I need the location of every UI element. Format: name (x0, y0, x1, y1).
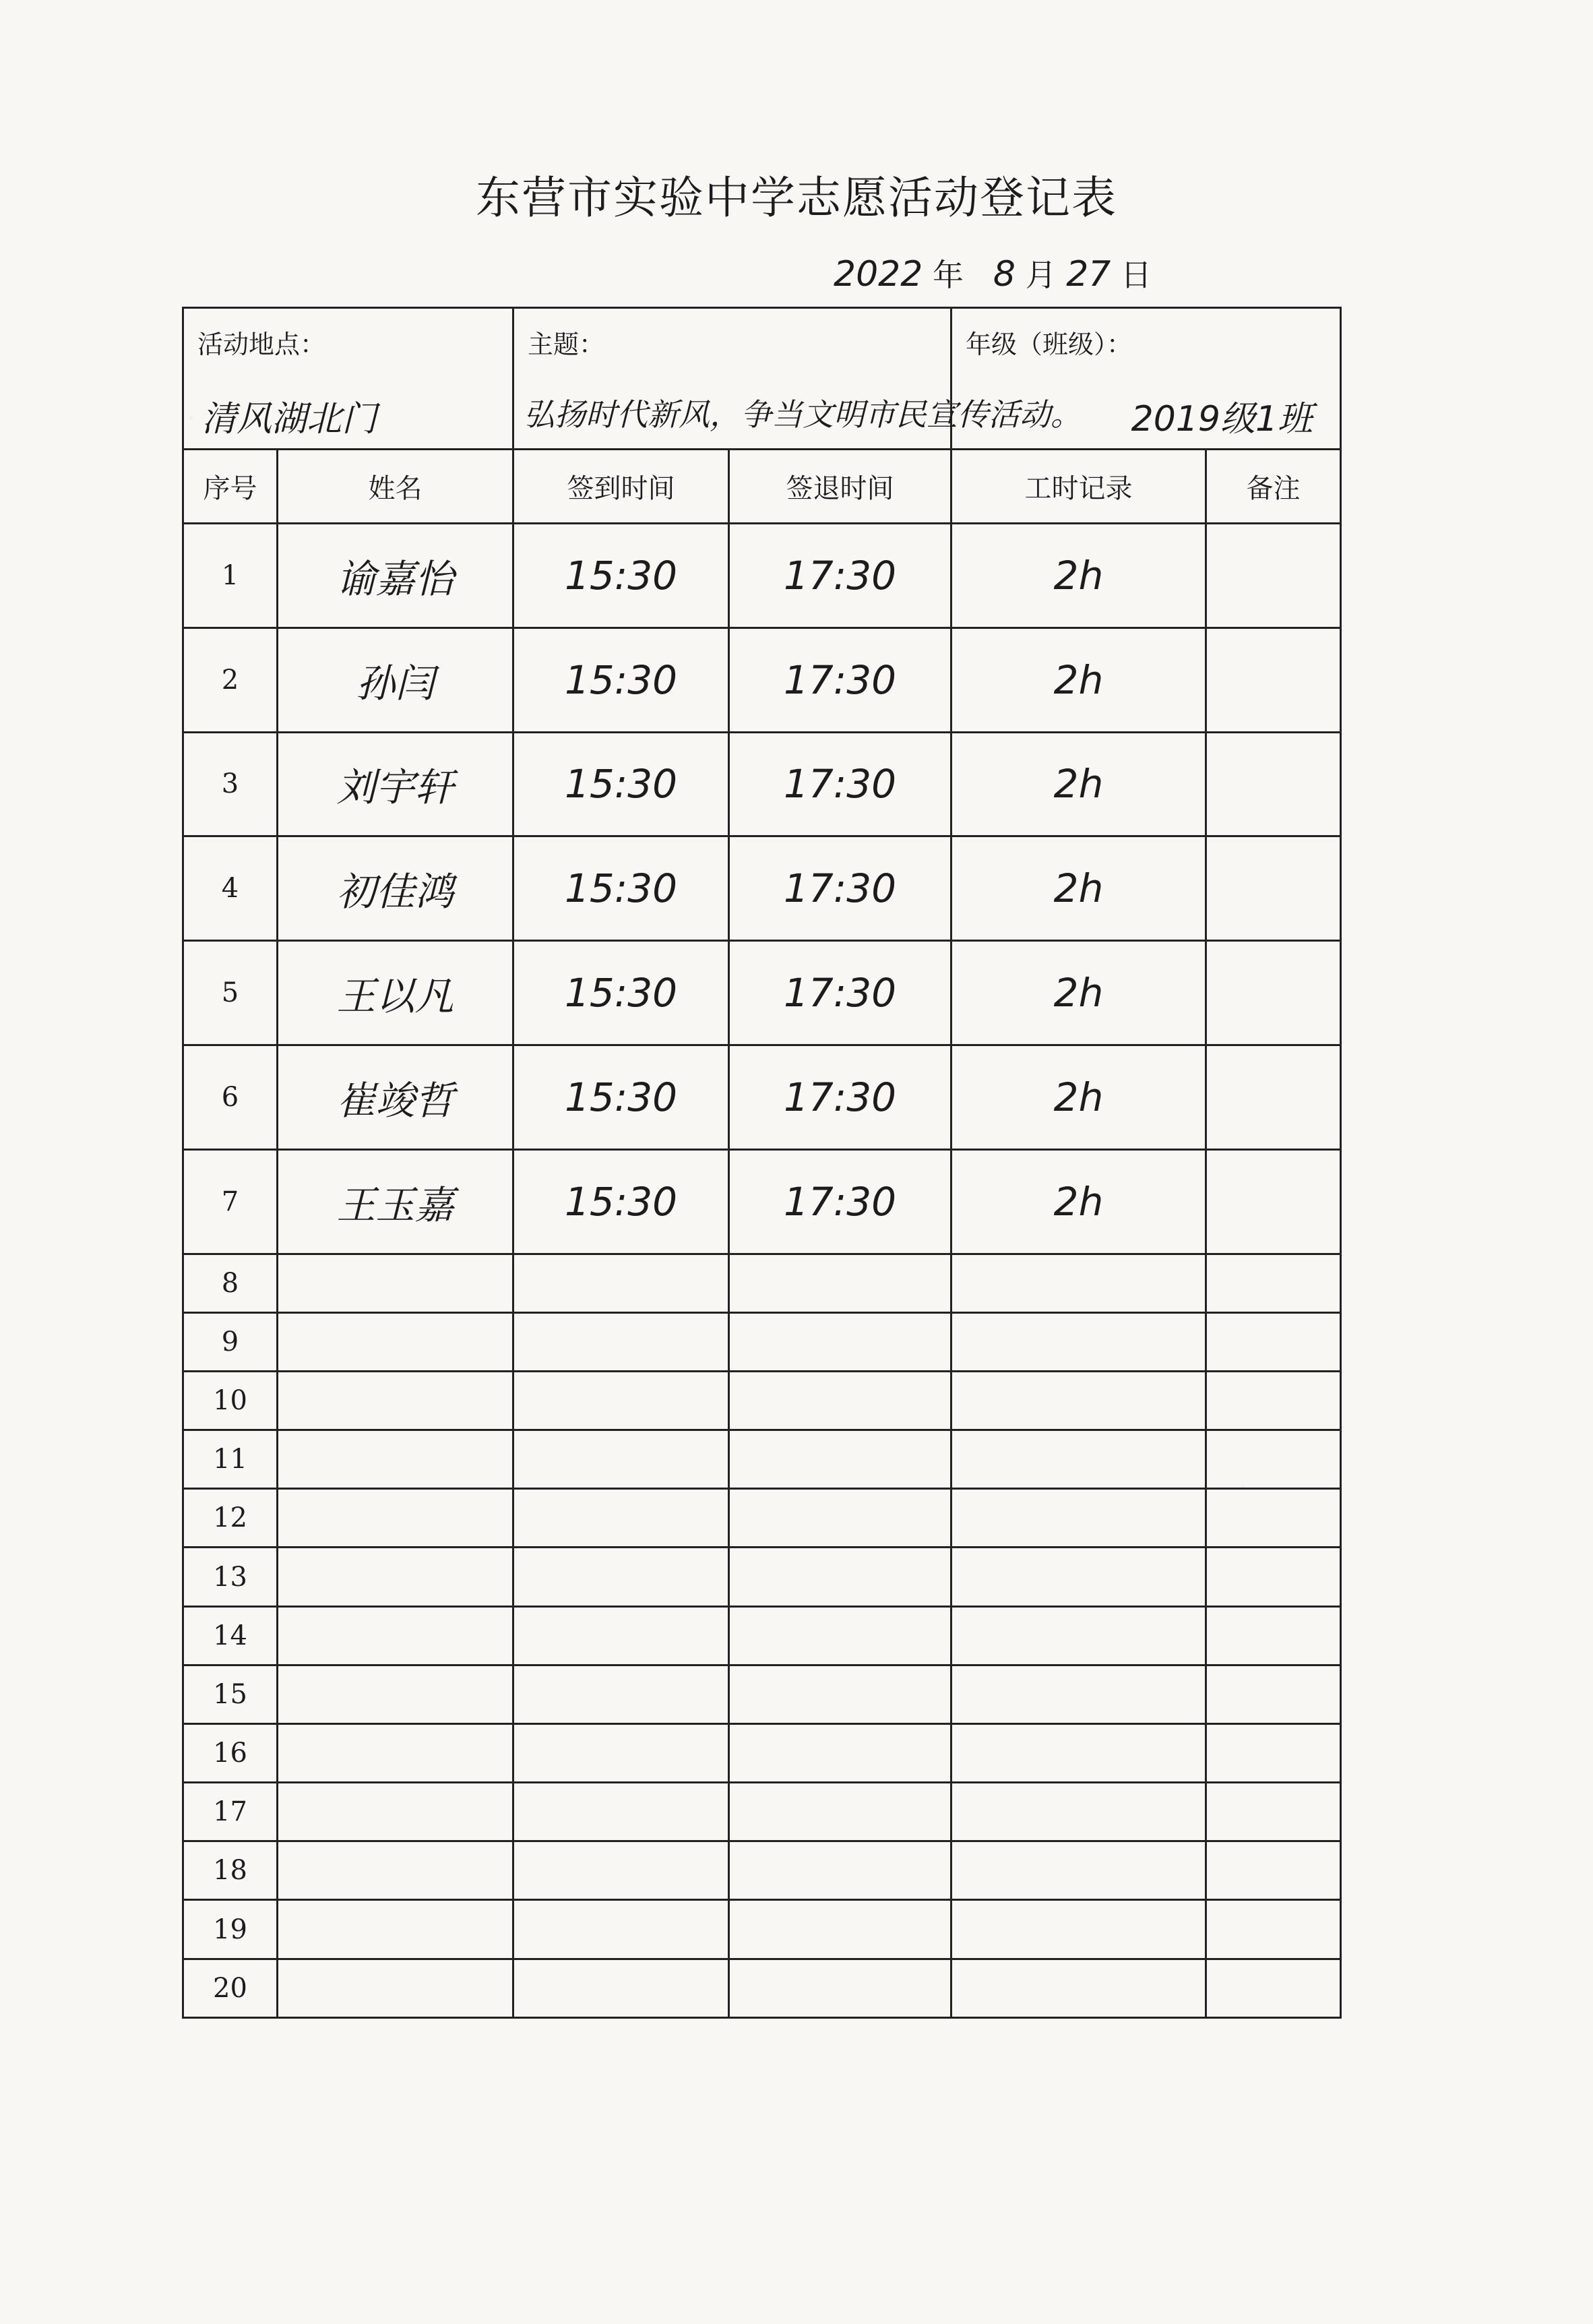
location-value: 清风湖北门 (201, 399, 377, 439)
row-check-out: 17:30 (729, 836, 951, 941)
row-check-out: 17:30 (729, 732, 951, 836)
row-name (278, 1959, 513, 2017)
row-number: 2 (183, 628, 278, 732)
row-check-in (513, 1489, 729, 1548)
row-check-in: 15:30 (513, 1149, 729, 1254)
row-number: 20 (183, 1959, 278, 2017)
row-check-in (513, 1900, 729, 1959)
row-check-out (729, 1900, 951, 1959)
table-row (183, 1149, 1341, 1254)
table-row (183, 1841, 1341, 1900)
row-check-out (729, 1489, 951, 1548)
row-note (1206, 1430, 1341, 1489)
table-row (183, 1489, 1341, 1548)
row-check-out (729, 1430, 951, 1489)
row-number: 19 (183, 1900, 278, 1959)
row-name: 刘宇轩 (278, 732, 513, 836)
row-hours (951, 1783, 1206, 1841)
row-check-in (513, 1959, 729, 2017)
row-hours: 2h (951, 941, 1206, 1045)
row-name (278, 1430, 513, 1489)
row-name (278, 1723, 513, 1782)
row-name (278, 1606, 513, 1665)
table-row (183, 1959, 1341, 2017)
row-note (1206, 1606, 1341, 1665)
header-note: 备注 (1206, 450, 1341, 524)
row-check-in: 15:30 (513, 524, 729, 628)
row-name (278, 1548, 513, 1606)
date-day: 27 (1066, 254, 1111, 295)
table-row (183, 836, 1341, 941)
row-hours: 2h (951, 732, 1206, 836)
row-note (1206, 1665, 1341, 1723)
row-hours (951, 1371, 1206, 1430)
row-number: 5 (183, 941, 278, 1045)
row-check-out: 17:30 (729, 524, 951, 628)
table-row (183, 941, 1341, 1045)
row-note (1206, 1371, 1341, 1430)
row-check-in: 15:30 (513, 732, 729, 836)
row-number: 17 (183, 1783, 278, 1841)
table-row (183, 1723, 1341, 1782)
row-number: 4 (183, 836, 278, 941)
row-note (1206, 1045, 1341, 1149)
row-number: 9 (183, 1312, 278, 1371)
row-number: 18 (183, 1841, 278, 1900)
row-name (278, 1665, 513, 1723)
row-hours (951, 1489, 1206, 1548)
row-hours: 2h (951, 1149, 1206, 1254)
header-hours: 工时记录 (951, 450, 1206, 524)
row-check-out: 17:30 (729, 941, 951, 1045)
table-row (183, 1606, 1341, 1665)
registration-table (182, 307, 1342, 2019)
location-label: 活动地点： (197, 330, 326, 359)
row-number: 10 (183, 1371, 278, 1430)
table-row (183, 1665, 1341, 1723)
row-note (1206, 524, 1341, 628)
grade-label: 年级（班级）： (966, 330, 1133, 359)
date-month-label: 月 (1025, 257, 1057, 293)
row-note (1206, 1312, 1341, 1371)
row-note (1206, 1900, 1341, 1959)
date-year-label: 年 (932, 257, 964, 293)
row-hours: 2h (951, 1045, 1206, 1149)
table-row (183, 1900, 1341, 1959)
row-name (278, 1783, 513, 1841)
row-check-out (729, 1548, 951, 1606)
row-check-out (729, 1254, 951, 1312)
row-check-out (729, 1606, 951, 1665)
table-row (183, 524, 1341, 628)
row-note (1206, 1254, 1341, 1312)
row-name (278, 1841, 513, 1900)
table-row (183, 1371, 1341, 1430)
row-check-in: 15:30 (513, 628, 729, 732)
header-name: 姓名 (278, 450, 513, 524)
date-month: 8 (993, 254, 1016, 295)
row-hours (951, 1665, 1206, 1723)
row-check-out: 17:30 (729, 628, 951, 732)
form-title: 东营市实验中学志愿活动登记表 (476, 172, 1117, 224)
row-hours (951, 1841, 1206, 1900)
row-hours (951, 1959, 1206, 2017)
row-check-out (729, 1723, 951, 1782)
row-hours (951, 1606, 1206, 1665)
row-number: 14 (183, 1606, 278, 1665)
topic-value: 弘扬时代新风，争当文明市民宣传活动。 (524, 396, 1082, 433)
table-row (183, 1254, 1341, 1312)
row-note (1206, 1548, 1341, 1606)
row-hours: 2h (951, 628, 1206, 732)
table-row (183, 1045, 1341, 1149)
row-number: 15 (183, 1665, 278, 1723)
table-row (183, 628, 1341, 732)
location-cell (183, 308, 513, 450)
row-check-out (729, 1312, 951, 1371)
row-note (1206, 1841, 1341, 1900)
row-hours (951, 1548, 1206, 1606)
row-hours (951, 1723, 1206, 1782)
row-note (1206, 628, 1341, 732)
row-number: 8 (183, 1254, 278, 1312)
table-row (183, 1783, 1341, 1841)
row-check-out (729, 1665, 951, 1723)
row-number: 13 (183, 1548, 278, 1606)
row-number: 3 (183, 732, 278, 836)
row-name: 王玉嘉 (278, 1149, 513, 1254)
row-note (1206, 1489, 1341, 1548)
row-check-in (513, 1606, 729, 1665)
row-name (278, 1254, 513, 1312)
row-hours: 2h (951, 836, 1206, 941)
date-year: 2022 (834, 254, 923, 295)
header-no: 序号 (183, 450, 278, 524)
row-number: 16 (183, 1723, 278, 1782)
header-check-out: 签退时间 (729, 450, 951, 524)
row-check-in (513, 1783, 729, 1841)
row-check-in (513, 1665, 729, 1723)
table-row (183, 1430, 1341, 1489)
row-hours (951, 1254, 1206, 1312)
row-check-out (729, 1841, 951, 1900)
form-date (834, 251, 1152, 295)
row-note (1206, 1959, 1341, 2017)
row-name (278, 1312, 513, 1371)
row-name (278, 1900, 513, 1959)
table-row (183, 1548, 1341, 1606)
row-check-in: 15:30 (513, 836, 729, 941)
row-check-in: 15:30 (513, 941, 729, 1045)
row-check-in (513, 1723, 729, 1782)
row-number: 6 (183, 1045, 278, 1149)
table-row (183, 732, 1341, 836)
row-note (1206, 836, 1341, 941)
header-check-in: 签到时间 (513, 450, 729, 524)
info-row (183, 308, 1341, 450)
row-check-in (513, 1841, 729, 1900)
date-day-label: 日 (1121, 257, 1152, 293)
row-note (1206, 1723, 1341, 1782)
row-check-out (729, 1371, 951, 1430)
row-check-in (513, 1430, 729, 1489)
row-check-out: 17:30 (729, 1149, 951, 1254)
row-name (278, 1371, 513, 1430)
row-check-in (513, 1548, 729, 1606)
row-name: 崔竣哲 (278, 1045, 513, 1149)
row-check-out (729, 1959, 951, 2017)
row-hours (951, 1430, 1206, 1489)
row-check-out (729, 1783, 951, 1841)
row-check-in (513, 1312, 729, 1371)
row-number: 7 (183, 1149, 278, 1254)
row-note (1206, 732, 1341, 836)
row-number: 12 (183, 1489, 278, 1548)
row-check-in (513, 1254, 729, 1312)
table-row (183, 1312, 1341, 1371)
row-name (278, 1489, 513, 1548)
row-note (1206, 941, 1341, 1045)
row-check-out: 17:30 (729, 1045, 951, 1149)
row-check-in (513, 1371, 729, 1430)
grade-value: 2019级1班 (1131, 399, 1313, 439)
topic-label: 主题： (528, 330, 605, 359)
row-note (1206, 1149, 1341, 1254)
row-check-in: 15:30 (513, 1045, 729, 1149)
header-row (183, 450, 1341, 524)
row-hours (951, 1900, 1206, 1959)
row-number: 1 (183, 524, 278, 628)
row-name: 王以凡 (278, 941, 513, 1045)
row-note (1206, 1783, 1341, 1841)
row-hours (951, 1312, 1206, 1371)
row-hours: 2h (951, 524, 1206, 628)
row-name: 孙闫 (278, 628, 513, 732)
row-name: 谕嘉怡 (278, 524, 513, 628)
row-name: 初佳鸿 (278, 836, 513, 941)
row-number: 11 (183, 1430, 278, 1489)
